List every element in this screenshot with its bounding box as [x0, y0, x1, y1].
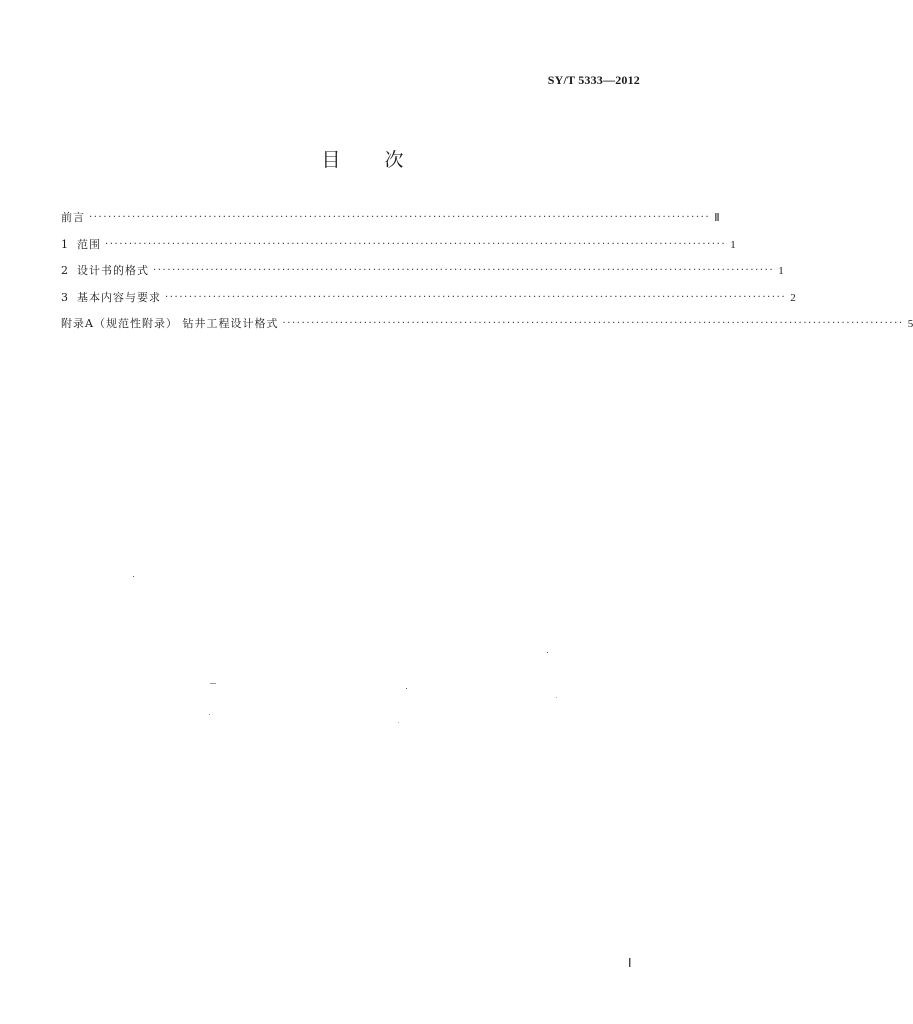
table-of-contents [61, 209, 913, 342]
page-number: Ⅰ [628, 956, 632, 970]
page-title: 目次 [321, 149, 448, 171]
toc-leader-dots: ·································································································································· [105, 238, 727, 250]
toc-entry-page: 1 [730, 238, 736, 251]
toc-leader-dots: ·································································································································· [282, 318, 904, 329]
toc-entry-number: 1 [61, 237, 68, 251]
toc-entry-label: 2 设计书的格式 [61, 264, 149, 277]
standard-code: SY/T 5333—2012 [547, 73, 640, 87]
scan-speck [133, 576, 134, 577]
toc-leader-dots: ·································································································································· [153, 265, 775, 276]
toc-leader-dots: ·································································································································· [165, 291, 787, 303]
toc-entry-number: 2 [61, 264, 68, 277]
toc-leader-dots: ·································································································································· [89, 212, 711, 223]
scan-speck [210, 683, 216, 684]
scan-speck [406, 688, 407, 689]
toc-entry-content[interactable] [61, 289, 796, 316]
toc-entry-foreword[interactable] [61, 209, 720, 236]
scan-speck [398, 722, 399, 723]
toc-entry-page: 1 [778, 265, 784, 277]
toc-entry-page: Ⅱ [714, 212, 720, 224]
toc-entry-label: 3 基本内容与要求 [61, 290, 161, 304]
toc-entry-label: 前言 [61, 211, 85, 224]
scan-speck [547, 652, 548, 653]
toc-entry-page: 2 [790, 291, 796, 304]
scan-speck [209, 714, 210, 715]
toc-entry-label: 1 范围 [61, 237, 101, 251]
toc-entry-label: 附录A（规范性附录） 钻井工程设计格式 [61, 317, 279, 330]
toc-entry-scope[interactable] [61, 236, 736, 263]
scan-speck [556, 697, 557, 698]
toc-entry-format[interactable] [61, 262, 784, 289]
toc-entry-number: 3 [61, 290, 68, 304]
toc-entry-appendix-a[interactable] [61, 315, 913, 342]
toc-entry-page: 5 [907, 318, 913, 330]
